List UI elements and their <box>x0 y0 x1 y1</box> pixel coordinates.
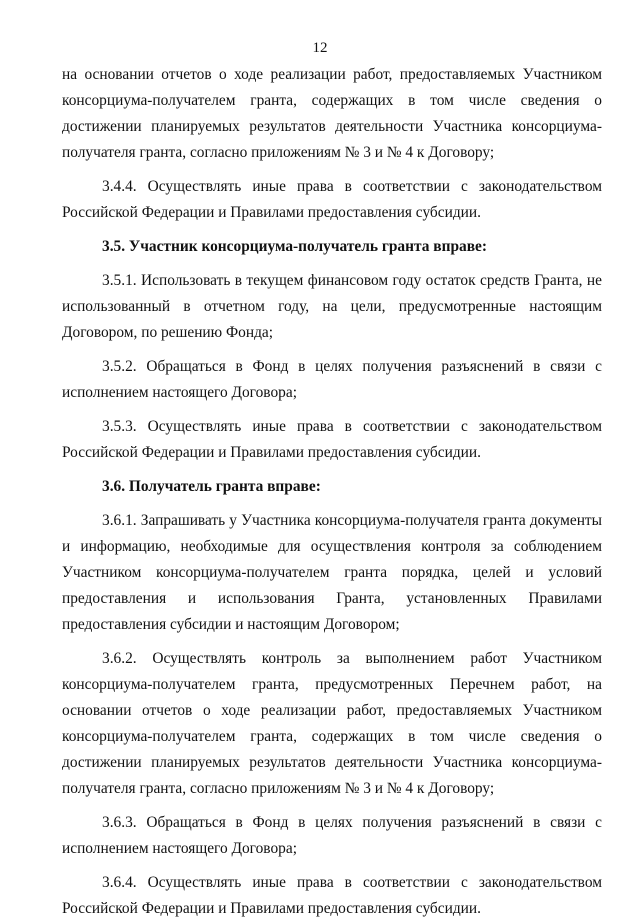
paragraph-3-5-1: 3.5.1. Использовать в текущем финансовом году остаток средств Гранта, не использованный в отчетном году, на цели, предусмотренные настоящим Договором, по решению Фонда; <box>62 272 602 341</box>
heading-3-6: 3.6. Получатель гранта вправе: <box>102 478 321 495</box>
paragraph-3-6-1: 3.6.1. Запрашивать у Участника консорциума-получателя гранта документы и информацию, необходимые для осуществления контроля за соблюдением Участником консорциума-получателем гранта порядка, целей и условий предоставления и использования Гранта, установленных Правилами предоставления субсидии и настоящим Договором; <box>62 512 602 633</box>
page-number: 12 <box>312 40 328 56</box>
paragraph-3-6-3: 3.6.3. Обращаться в Фонд в целях получения разъяснений в связи с исполнением настоящего Договора; <box>62 814 602 857</box>
paragraph-continuation: на основании отчетов о ходе реализации работ, предоставляемых Участником консорциума-получателем гранта, содержащих в том числе сведения о достижении планируемых результатов деятельности Участника консорциума-получателя гранта, согласно приложениям № 3 и № 4 к Договору; <box>62 66 602 161</box>
paragraph-3-5-2: 3.5.2. Обращаться в Фонд в целях получения разъяснений в связи с исполнением настоящего Договора; <box>62 358 602 401</box>
paragraph-3-5-3: 3.5.3. Осуществлять иные права в соответствии с законодательством Российской Федерации и Правилами предоставления субсидии. <box>62 418 602 461</box>
paragraph-3-6-4: 3.6.4. Осуществлять иные права в соответствии с законодательством Российской Федерации и Правилами предоставления субсидии. <box>62 874 602 917</box>
document-body <box>62 62 602 922</box>
heading-3-5: 3.5. Участник консорциума-получатель гранта вправе: <box>102 238 487 255</box>
paragraph-3-4-4: 3.4.4. Осуществлять иные права в соответствии с законодательством Российской Федерации и Правилами предоставления субсидии. <box>62 178 602 221</box>
paragraph-3-6-2: 3.6.2. Осуществлять контроль за выполнением работ Участником консорциума-получателем гранта, предусмотренных Перечнем работ, на основании отчетов о ходе реализации работ, предоставляемых Участником консорциума-получателем гранта, содержащих в том числе сведения о достижении планируемых результатов деятельности Участника консорциума-получателя гранта, согласно приложениям № 3 и № 4 к Договору; <box>62 650 602 797</box>
